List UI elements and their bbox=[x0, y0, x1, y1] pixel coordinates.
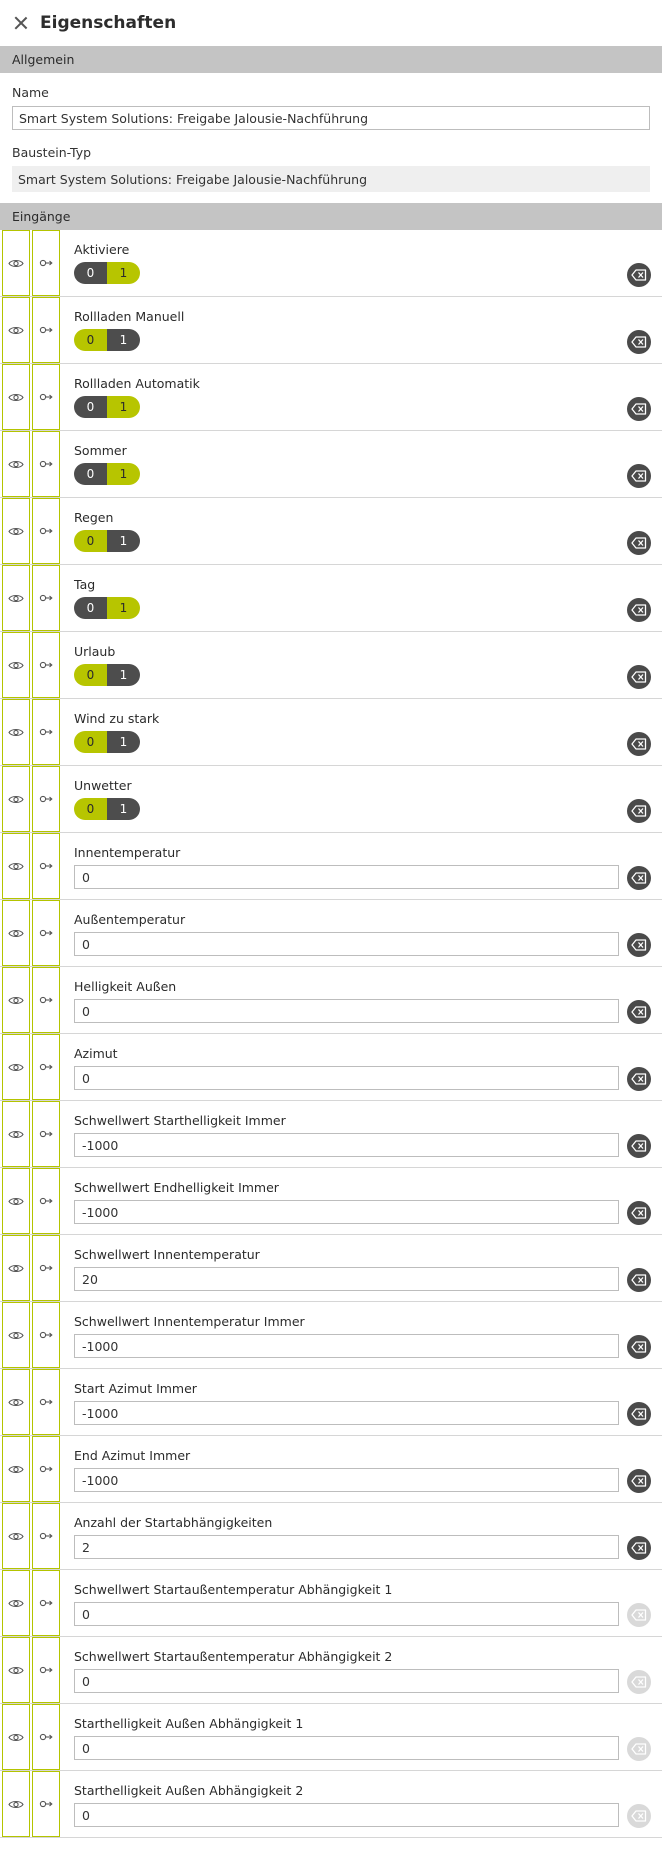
input-row bbox=[0, 1570, 662, 1637]
toggle-option-0[interactable]: 0 bbox=[74, 530, 107, 552]
input-label: Unwetter bbox=[74, 778, 132, 793]
input-label: Starthelligkeit Außen Abhängigkeit 1 bbox=[74, 1716, 304, 1731]
value-input[interactable]: -1000 bbox=[74, 1334, 619, 1358]
binary-toggle[interactable] bbox=[74, 731, 140, 753]
value-input[interactable]: -1000 bbox=[74, 1200, 619, 1224]
input-row bbox=[0, 1034, 662, 1101]
toggle-option-0[interactable]: 0 bbox=[74, 329, 107, 351]
input-label: Sommer bbox=[74, 443, 127, 458]
binary-toggle[interactable] bbox=[74, 463, 140, 485]
block-type-value: Smart System Solutions: Freigabe Jalousie-Nachführung bbox=[12, 166, 650, 192]
eye-icon[interactable] bbox=[2, 632, 30, 698]
clear-icon[interactable] bbox=[627, 933, 651, 957]
input-label: Start Azimut Immer bbox=[74, 1381, 197, 1396]
input-label: Außentemperatur bbox=[74, 912, 186, 927]
clear-icon[interactable] bbox=[627, 330, 651, 354]
input-label: Anzahl der Startabhängigkeiten bbox=[74, 1515, 273, 1530]
connect-icon[interactable] bbox=[32, 1570, 60, 1636]
clear-icon[interactable] bbox=[627, 866, 651, 890]
toggle-option-0[interactable]: 0 bbox=[74, 597, 107, 619]
connect-icon[interactable] bbox=[32, 900, 60, 966]
clear-icon[interactable] bbox=[627, 464, 651, 488]
input-label: Urlaub bbox=[74, 644, 116, 659]
toggle-option-1[interactable]: 1 bbox=[107, 329, 140, 351]
eye-icon[interactable] bbox=[2, 431, 30, 497]
connect-icon[interactable] bbox=[32, 297, 60, 363]
input-row bbox=[0, 1771, 662, 1838]
input-row bbox=[0, 1436, 662, 1503]
block-type-label: Baustein-Typ bbox=[12, 145, 92, 160]
clear-icon bbox=[627, 1737, 651, 1761]
eye-icon[interactable] bbox=[2, 230, 30, 296]
toggle-option-0[interactable]: 0 bbox=[74, 731, 107, 753]
input-row bbox=[0, 565, 662, 632]
input-row bbox=[0, 1637, 662, 1704]
toggle-option-1[interactable]: 1 bbox=[107, 262, 140, 284]
input-label: Schwellwert Innentemperatur Immer bbox=[74, 1314, 305, 1329]
value-input[interactable]: -1000 bbox=[74, 1468, 619, 1492]
toggle-option-1[interactable]: 1 bbox=[107, 664, 140, 686]
input-label: Rollladen Automatik bbox=[74, 376, 200, 391]
clear-icon[interactable] bbox=[627, 1000, 651, 1024]
input-row bbox=[0, 833, 662, 900]
value-input[interactable]: 0 bbox=[74, 1066, 619, 1090]
eye-icon[interactable] bbox=[2, 1436, 30, 1502]
eye-icon[interactable] bbox=[2, 1771, 30, 1837]
input-row bbox=[0, 900, 662, 967]
toggle-option-1[interactable]: 1 bbox=[107, 530, 140, 552]
input-row bbox=[0, 364, 662, 431]
connect-icon[interactable] bbox=[32, 498, 60, 564]
eye-icon[interactable] bbox=[2, 1034, 30, 1100]
value-input[interactable]: -1000 bbox=[74, 1401, 619, 1425]
input-row bbox=[0, 967, 662, 1034]
binary-toggle[interactable] bbox=[74, 329, 140, 351]
eye-icon[interactable] bbox=[2, 900, 30, 966]
input-row bbox=[0, 431, 662, 498]
input-row bbox=[0, 632, 662, 699]
input-row bbox=[0, 1503, 662, 1570]
eye-icon[interactable] bbox=[2, 766, 30, 832]
value-input[interactable]: -1000 bbox=[74, 1133, 619, 1157]
value-input[interactable]: 0 bbox=[74, 865, 619, 889]
eye-icon[interactable] bbox=[2, 498, 30, 564]
toggle-option-0[interactable]: 0 bbox=[74, 798, 107, 820]
binary-toggle[interactable] bbox=[74, 597, 140, 619]
connect-icon[interactable] bbox=[32, 1034, 60, 1100]
connect-icon[interactable] bbox=[32, 1235, 60, 1301]
name-input[interactable]: Smart System Solutions: Freigabe Jalousie-Nachführung bbox=[12, 106, 650, 130]
input-label: Tag bbox=[74, 577, 96, 592]
connect-icon[interactable] bbox=[32, 632, 60, 698]
eye-icon[interactable] bbox=[2, 565, 30, 631]
clear-icon[interactable] bbox=[627, 531, 651, 555]
connect-icon[interactable] bbox=[32, 1704, 60, 1770]
input-row bbox=[0, 1302, 662, 1369]
connect-icon[interactable] bbox=[32, 833, 60, 899]
value-input[interactable]: 0 bbox=[74, 1669, 619, 1693]
eye-icon[interactable] bbox=[2, 1503, 30, 1569]
input-row bbox=[0, 1369, 662, 1436]
eye-icon[interactable] bbox=[2, 1101, 30, 1167]
clear-icon[interactable] bbox=[627, 598, 651, 622]
input-label: Schwellwert Innentemperatur bbox=[74, 1247, 260, 1262]
input-label: Schwellwert Starthelligkeit Immer bbox=[74, 1113, 286, 1128]
value-input[interactable]: 0 bbox=[74, 1736, 619, 1760]
input-label: Schwellwert Startaußentemperatur Abhängigkeit 2 bbox=[74, 1649, 393, 1664]
clear-icon[interactable] bbox=[627, 1067, 651, 1091]
close-icon[interactable] bbox=[12, 14, 30, 32]
connect-icon[interactable] bbox=[32, 967, 60, 1033]
toggle-option-1[interactable]: 1 bbox=[107, 731, 140, 753]
clear-icon[interactable] bbox=[627, 1469, 651, 1493]
eye-icon[interactable] bbox=[2, 1637, 30, 1703]
clear-icon[interactable] bbox=[627, 1536, 651, 1560]
value-input[interactable]: 2 bbox=[74, 1535, 619, 1559]
eye-icon[interactable] bbox=[2, 967, 30, 1033]
connect-icon[interactable] bbox=[32, 1302, 60, 1368]
input-label: Wind zu stark bbox=[74, 711, 160, 726]
connect-icon[interactable] bbox=[32, 1101, 60, 1167]
binary-toggle[interactable] bbox=[74, 798, 140, 820]
connect-icon[interactable] bbox=[32, 1637, 60, 1703]
clear-icon[interactable] bbox=[627, 1201, 651, 1225]
toggle-option-1[interactable]: 1 bbox=[107, 597, 140, 619]
input-row bbox=[0, 230, 662, 297]
toggle-option-0[interactable]: 0 bbox=[74, 664, 107, 686]
eye-icon[interactable] bbox=[2, 699, 30, 765]
eye-icon[interactable] bbox=[2, 364, 30, 430]
toggle-option-0[interactable]: 0 bbox=[74, 262, 107, 284]
binary-toggle[interactable] bbox=[74, 664, 140, 686]
input-row bbox=[0, 766, 662, 833]
toggle-option-1[interactable]: 1 bbox=[107, 463, 140, 485]
input-label: Innentemperatur bbox=[74, 845, 181, 860]
eye-icon[interactable] bbox=[2, 1704, 30, 1770]
connect-icon[interactable] bbox=[32, 431, 60, 497]
clear-icon[interactable] bbox=[627, 1268, 651, 1292]
input-row bbox=[0, 297, 662, 364]
connect-icon[interactable] bbox=[32, 1771, 60, 1837]
binary-toggle[interactable] bbox=[74, 262, 140, 284]
clear-icon[interactable] bbox=[627, 665, 651, 689]
input-row bbox=[0, 1101, 662, 1168]
input-label: Schwellwert Endhelligkeit Immer bbox=[74, 1180, 279, 1195]
connect-icon[interactable] bbox=[32, 364, 60, 430]
clear-icon[interactable] bbox=[627, 1402, 651, 1426]
clear-icon bbox=[627, 1670, 651, 1694]
connect-icon[interactable] bbox=[32, 1168, 60, 1234]
toggle-option-0[interactable]: 0 bbox=[74, 463, 107, 485]
clear-icon[interactable] bbox=[627, 1134, 651, 1158]
clear-icon bbox=[627, 1603, 651, 1627]
toggle-option-0[interactable]: 0 bbox=[74, 396, 107, 418]
input-row bbox=[0, 1235, 662, 1302]
eye-icon[interactable] bbox=[2, 833, 30, 899]
name-label: Name bbox=[12, 85, 49, 100]
input-list bbox=[0, 230, 662, 1838]
clear-icon[interactable] bbox=[627, 263, 651, 287]
value-input[interactable]: 0 bbox=[74, 932, 619, 956]
binary-toggle[interactable] bbox=[74, 530, 140, 552]
input-row bbox=[0, 1168, 662, 1235]
eye-icon[interactable] bbox=[2, 1235, 30, 1301]
section-general: Allgemein bbox=[0, 46, 662, 73]
toggle-option-1[interactable]: 1 bbox=[107, 396, 140, 418]
section-inputs: Eingänge bbox=[0, 203, 662, 230]
clear-icon[interactable] bbox=[627, 1335, 651, 1359]
connect-icon[interactable] bbox=[32, 766, 60, 832]
eye-icon[interactable] bbox=[2, 1570, 30, 1636]
connect-icon[interactable] bbox=[32, 230, 60, 296]
clear-icon[interactable] bbox=[627, 397, 651, 421]
input-label: Azimut bbox=[74, 1046, 118, 1061]
value-input[interactable]: 0 bbox=[74, 1803, 619, 1827]
clear-icon[interactable] bbox=[627, 799, 651, 823]
clear-icon[interactable] bbox=[627, 732, 651, 756]
input-label: Aktiviere bbox=[74, 242, 130, 257]
panel-title: Eigenschaften bbox=[40, 13, 177, 33]
toggle-option-1[interactable]: 1 bbox=[107, 798, 140, 820]
connect-icon[interactable] bbox=[32, 565, 60, 631]
input-row bbox=[0, 498, 662, 565]
input-label: Rollladen Manuell bbox=[74, 309, 185, 324]
input-label: End Azimut Immer bbox=[74, 1448, 191, 1463]
general-section-body bbox=[0, 73, 662, 203]
value-input[interactable]: 20 bbox=[74, 1267, 619, 1291]
connect-icon[interactable] bbox=[32, 699, 60, 765]
input-label: Helligkeit Außen bbox=[74, 979, 177, 994]
value-input[interactable]: 0 bbox=[74, 1602, 619, 1626]
input-label: Schwellwert Startaußentemperatur Abhängigkeit 1 bbox=[74, 1582, 393, 1597]
input-label: Regen bbox=[74, 510, 114, 525]
eye-icon[interactable] bbox=[2, 297, 30, 363]
eye-icon[interactable] bbox=[2, 1302, 30, 1368]
connect-icon[interactable] bbox=[32, 1503, 60, 1569]
value-input[interactable]: 0 bbox=[74, 999, 619, 1023]
clear-icon bbox=[627, 1804, 651, 1828]
panel-header bbox=[0, 0, 662, 46]
input-row bbox=[0, 699, 662, 766]
input-row bbox=[0, 1704, 662, 1771]
eye-icon[interactable] bbox=[2, 1369, 30, 1435]
connect-icon[interactable] bbox=[32, 1436, 60, 1502]
eye-icon[interactable] bbox=[2, 1168, 30, 1234]
connect-icon[interactable] bbox=[32, 1369, 60, 1435]
binary-toggle[interactable] bbox=[74, 396, 140, 418]
input-label: Starthelligkeit Außen Abhängigkeit 2 bbox=[74, 1783, 304, 1798]
